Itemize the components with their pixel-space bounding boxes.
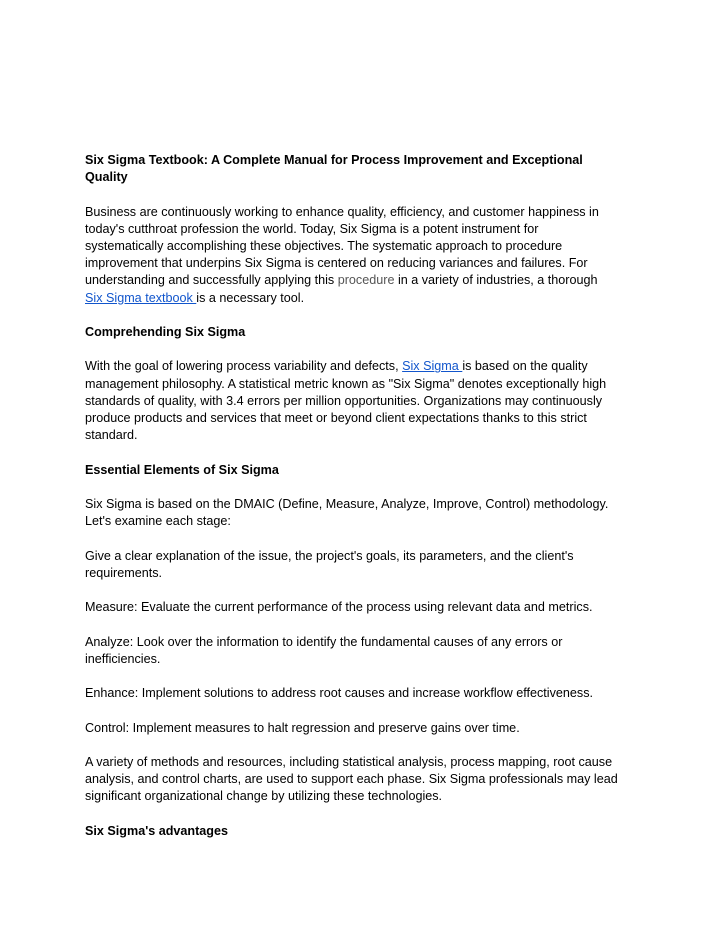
paragraph-line: standards of quality, with 3.4 errors per million opportunities. Organizations may continuously [85,393,603,408]
paragraph-line: Analyze: Look over the information to identify the fundamental causes of any errors or [85,634,563,649]
section-paragraph [85,720,645,737]
paragraph-line: Business are continuously working to enhance quality, efficiency, and customer happiness in [85,204,599,219]
section-paragraph [85,548,645,582]
section-paragraph [85,599,645,616]
paragraph-line: Enhance: Implement solutions to address root causes and increase workflow effectiveness. [85,686,593,701]
paragraph-line [85,358,645,375]
six-sigma-link[interactable]: Six Sigma [402,359,463,374]
document-title [85,152,645,186]
text-run: is based on the quality [462,359,588,374]
paragraph-line [85,290,645,307]
intro-paragraph [85,204,645,307]
text-run: With the goal of lowering process variability and defects, [85,359,403,374]
paragraph-line: inefficiencies. [85,651,161,666]
title-line: Quality [85,170,128,185]
section-heading: Essential Elements of Six Sigma [85,462,279,477]
paragraph-line: A variety of methods and resources, including statistical analysis, process mapping, root cause [85,754,613,769]
section-paragraph [85,358,645,444]
text-run: procedure [337,273,395,288]
title-line: Six Sigma Textbook: A Complete Manual for Process Improvement and Exceptional [85,153,583,167]
paragraph-line: analysis, and control charts, are used to support each phase. Six Sigma professionals may lead [85,772,618,787]
paragraph-line: Let's examine each stage: [85,514,231,529]
paragraph-line: management philosophy. A statistical metric known as "Six Sigma" denotes exceptionally high [85,376,607,391]
document-page [85,152,645,857]
section-heading: Six Sigma's advantages [85,823,228,838]
six-sigma-textbook-link[interactable]: Six Sigma textbook [85,290,197,305]
section-paragraph [85,754,645,806]
section-paragraph [85,496,645,530]
paragraph-line: Measure: Evaluate the current performance of the process using relevant data and metrics. [85,600,593,615]
text-run: in a variety of industries, a thorough [394,273,598,288]
paragraph-line: Give a clear explanation of the issue, the project's goals, its parameters, and the client's [85,548,574,563]
paragraph-line: Six Sigma is based on the DMAIC (Define, Measure, Analyze, Improve, Control) methodology. [85,496,609,511]
section-paragraph [85,685,645,702]
paragraph-line: improvement that underpins Six Sigma is centered on reducing variances and failures. For [85,256,588,271]
paragraph-line [85,272,645,289]
text-run: understanding and successfully applying this [85,273,338,288]
paragraph-line: systematically accomplishing these objectives. The systematic approach to procedure [85,239,563,253]
section-paragraph [85,634,645,668]
paragraph-line: today's cutthroat profession the world. Today, Six Sigma is a potent instrument for [85,221,539,236]
paragraph-line: produce products and services that meet or beyond client expectations thanks to this strict [85,411,587,425]
text-run: is a necessary tool. [196,290,305,305]
paragraph-line: standard. [85,428,138,443]
section-heading: Comprehending Six Sigma [85,325,246,339]
paragraph-line: significant organizational change by utilizing these technologies. [85,789,443,804]
paragraph-line: Control: Implement measures to halt regression and preserve gains over time. [85,720,520,735]
paragraph-line: requirements. [85,565,162,580]
